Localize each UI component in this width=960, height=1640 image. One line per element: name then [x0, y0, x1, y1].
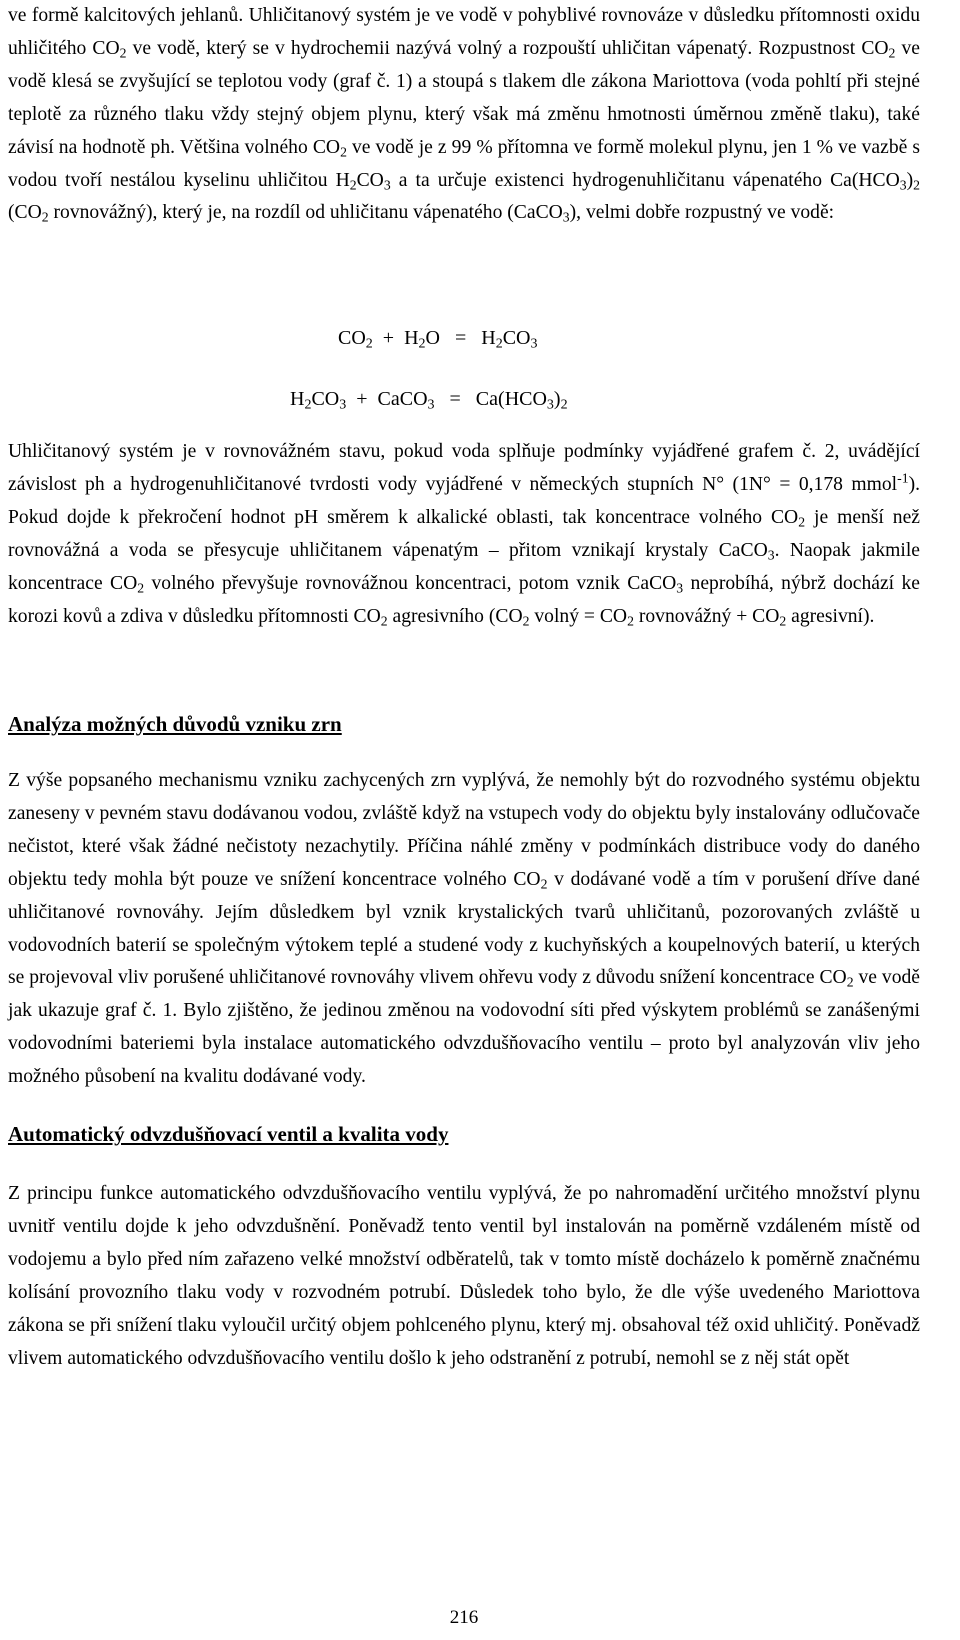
equation-co2-h2o: $CO_2 + H_2O = H_2CO_3$	[338, 327, 538, 352]
paragraph-equilibrium: Uhličitanový systém je v rovnovážném stavu, pokud voda splňuje podmínky vyjádřené grafem č. 2, uvádějící závislost ph a hydrogenuhličitanové tvrdosti vody vyjádřené v německých stupních N° (1N° = 0,178 mmol$^{-1}$). Pokud dojde k překročení hodnot pH směrem k alkalické oblasti, tak koncentrace volného $CO_2$ je menší než rovnovážná a voda se přesycuje uhličitanem vápenatým – přitom vznikají krystaly CaCO$_3$. Naopak jakmile koncentrace $CO_2$ volného převyšuje rovnovážnou koncentraci, potom vznik CaCO$_3$ neprobíhá, nýbrž dochází ke korozi kovů a zdiva v důsledku přítomnosti $CO_2$ agresivního ($CO_2$ volný = $CO_2$ rovnovážný + $CO_2$ agresivní).	[8, 441, 920, 628]
heading-air-valve: Automatický odvzdušňovací ventil a kvalita vody	[8, 1122, 449, 1146]
document-page	[8, 0, 920, 1640]
equation-h2co3-caco3: $H_2CO_3$ + CaCO$_3$ = $Ca(HCO_3)_2$	[290, 388, 568, 413]
heading-analysis: Analýza možných důvodů vzniku zrn	[8, 712, 342, 736]
paragraph-air-valve: Z principu funkce automatického odvzdušňovacího ventilu vyplývá, že po nahromadění určitého množství plynu uvnitř ventilu dojde k jeho odvzdušnění. Poněvadž tento ventil byl instalován na poměrně vzdáleném místě od vodojemu a bylo před ním zařazeno velké množství odběratelů, tak v tomto místě docházelo k poměrně značnému kolísání provozního tlaku vody v rozvodném potrubí. Důsledek toho bylo, že dle výše uvedeného Mariottova zákona se při snížení tlaku vyloučil určitý objem pohlceného plynu, který mj. obsahoval též oxid uhličitý. Poněvadž vlivem automatického odvzdušňovacího ventilu došlo k jeho odstranění z potrubí, nemohl se z něj stát opět	[8, 1183, 920, 1369]
paragraph-analysis: Z výše popsaného mechanismu vzniku zachycených zrn vyplývá, že nemohly být do rozvodného systému objektu zaneseny v pevném stavu dodávanou vodou, zvláště když na vstupech vody do objektu byly instalovány odlučovače nečistot, které však žádné nečistoty nezachytily. Příčina náhlé změny v podmínkách distribuce vody do daného objektu tedy mohla být pouze ve snížení koncentrace volného $CO_2$ v dodávané vodě a tím v porušení dříve dané uhličitanové rovnováhy. Jejím důsledkem byl vznik krystalických tvarů uhličitanů, pozorovaných zvláště u vodovodních baterií se společným výtokem teplé a studené vody z kuchyňských a koupelnových baterií, u kterých se projevoval vliv porušené uhličitanové rovnováhy vlivem ohřevu vody z důvodu snížení koncentrace $CO_2$ ve vodě jak ukazuje graf č. 1. Bylo zjištěno, že jedinou změnou na vodovodní síti před výskytem problémů se zanášenými vodovodními bateriemi byla instalace automatického odvzdušňovacího ventilu – proto byl analyzován vliv jeho možného působení na kvalitu dodávané vody.	[8, 770, 920, 1088]
page-number: 216	[449, 1607, 479, 1628]
paragraph-carbonate-system: ve formě kalcitových jehlanů. Uhličitanový systém je ve vodě v pohyblivé rovnováze v důsledku přítomnosti oxidu uhličitého $CO_2$ ve vodě, který se v hydrochemii nazývá volný a rozpouští uhličitan vápenatý. Rozpustnost $CO_2$ ve vodě klesá se zvyšující se teplotou vody (graf č. 1) a stoupá s tlakem dle zákona Mariottova (voda pohltí při stejné teplotě za různého tlaku vždy stejný objem plynu, který však má změnu hmotnosti úměrnou změně tlaku), také závisí na hodnotě ph. Většina volného $CO_2$ ve vodě je z 99 % přítomna ve formě molekul plynu, jen 1 % ve vazbě s vodou tvoří nestálou kyselinu uhličitou $H_2CO_3$ a ta určuje existenci hydrogenuhličitanu vápenatého $Ca(HCO_3)_2$ ($CO_2$ rovnovážný), který je, na rozdíl od uhličitanu vápenatého (CaCO$_3$), velmi dobře rozpustný ve vodě:	[8, 5, 920, 225]
